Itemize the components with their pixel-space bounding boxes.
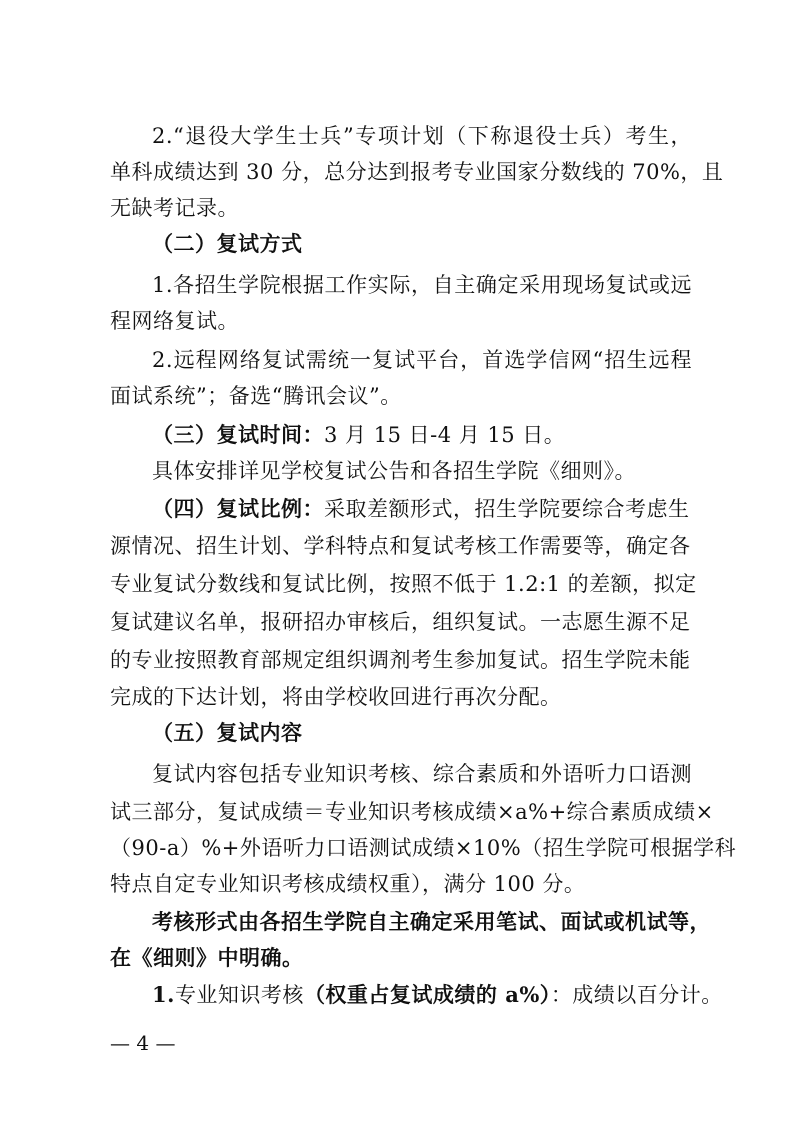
para-line: 单科成绩达到 30 分，总分达到报考专业国家分数线的 70%，且 (110, 160, 724, 184)
para-line: 具体安排详见学校复试公告和各招生学院《细则》。 (152, 459, 636, 483)
para-line: 复试建议名单，报研招办审核后，组织复试。一志愿生源不足 (110, 610, 691, 634)
para-line: 面试系统”；备选“腾讯会议”。 (110, 384, 402, 408)
para-line: 的专业按照教育部规定组织调剂考生参加复试。招生学院未能 (110, 648, 691, 672)
para-line: 程网络复试。 (110, 309, 239, 333)
item-weight: （权重占复试成绩的 a%） (303, 982, 551, 1007)
section-heading: （四）复试比例： (152, 496, 324, 521)
para-line: 试三部分，复试成绩＝专业知识考核成绩×a%+综合素质成绩× (110, 800, 714, 824)
para-line: 考核形式由各招生学院自主确定采用笔试、面试或机试等， (152, 909, 711, 934)
para-line: 专业复试分数线和复试比例，按照不低于 1.2:1 的差额，拟定 (110, 572, 697, 596)
para-line: 源情况、招生计划、学科特点和复试考核工作需要等，确定各 (110, 534, 691, 558)
item-text: ：成绩以百分计。 (550, 983, 723, 1007)
list-item (152, 980, 723, 1010)
section-heading: （五）复试内容 (152, 720, 303, 745)
section-heading-line (152, 494, 692, 524)
para-line: 在《细则》中明确。 (110, 945, 304, 970)
section-heading-line (152, 420, 692, 450)
section-text: 3 月 15 日-4 月 15 日。 (324, 423, 566, 447)
section-heading: （三）复试时间： (152, 422, 324, 447)
para-line: （90-a）%+外语听力口语测试成绩×10%（招生学院可根据学科 (110, 836, 737, 860)
section-text: 采取差额形式，招生学院要综合考虑生 (324, 497, 690, 521)
item-label: 专业知识考核 (174, 983, 304, 1007)
para-line: 特点自定专业知识考核成绩权重），满分 100 分。 (110, 872, 586, 896)
para-line: 完成的下达计划，将由学校收回进行再次分配。 (110, 685, 562, 709)
page-number: — 4 — (110, 1031, 176, 1055)
para-line: 2.远程网络复试需统一复试平台，首选学信网“招生远程 (152, 348, 692, 372)
para-line: 无缺考记录。 (110, 196, 239, 220)
item-number: 1. (152, 982, 175, 1007)
para-line: 1.各招生学院根据工作实际，自主确定采用现场复试或远 (152, 273, 692, 297)
section-heading: （二）复试方式 (152, 231, 303, 256)
para-line: 复试内容包括专业知识考核、综合素质和外语听力口语测 (152, 762, 692, 786)
para-line: 2.“退役大学生士兵”专项计划（下称退役士兵）考生， (152, 124, 692, 148)
